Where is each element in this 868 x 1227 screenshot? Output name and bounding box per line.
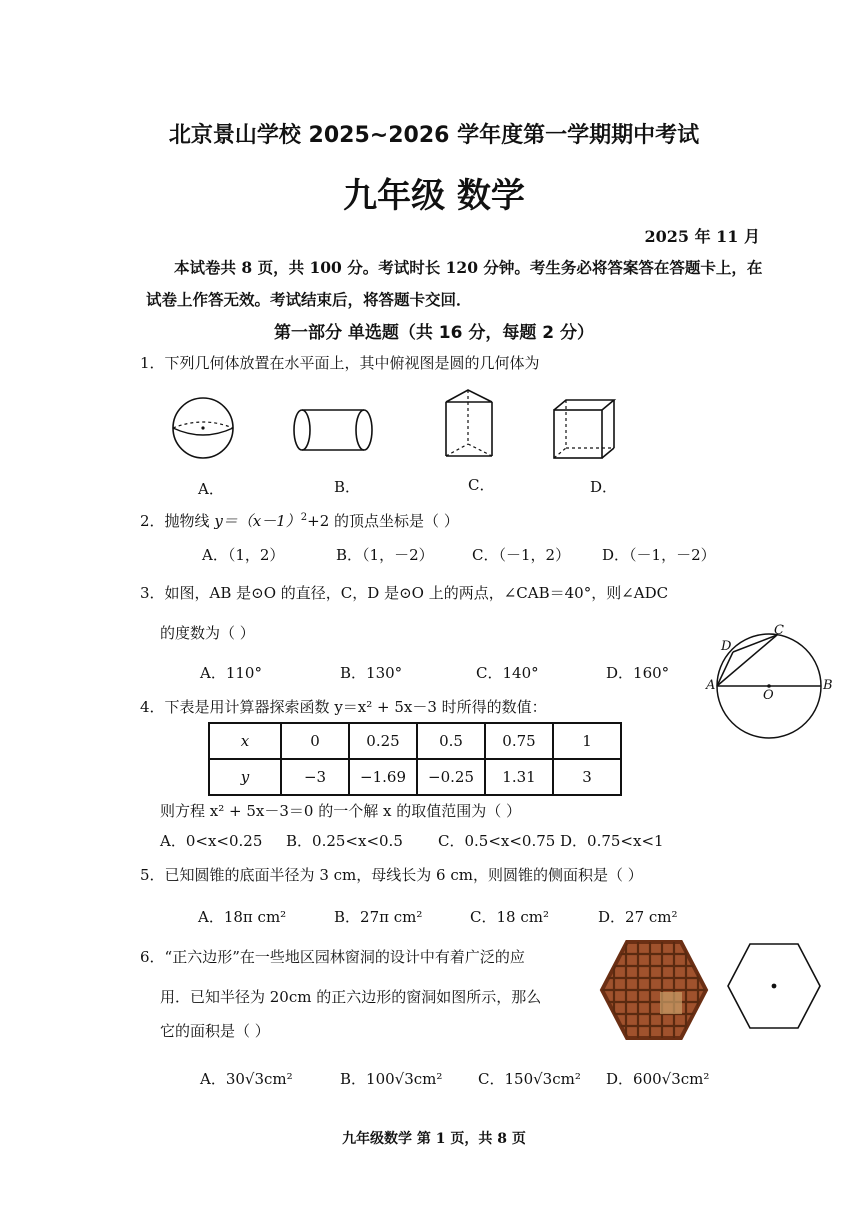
q3-fig-label-o: O (763, 688, 774, 703)
q2-option-d: D．（－1，－2） (602, 546, 716, 564)
q6-option-a: A．30√3cm² (200, 1070, 293, 1088)
q4-option-a: A．0<x<0.25 (160, 832, 263, 850)
triangular-prism-figure (444, 388, 504, 462)
q3-option-a: A．110° (200, 664, 262, 682)
table-cell: y (209, 759, 281, 795)
q4-question: 则方程 x² + 5x－3＝0 的一个解 x 的取值范围为（ ） (160, 802, 521, 820)
table-cell: 0.75 (485, 723, 553, 759)
q4-option-d: D．0.75<x<1 (560, 832, 664, 850)
q3-stem-line2: 的度数为（ ） (160, 624, 255, 642)
table-cell: −1.69 (349, 759, 417, 795)
section-title: 第一部分 单选题（共 16 分，每题 2 分） (273, 323, 595, 343)
table-cell: 0.25 (349, 723, 417, 759)
q4-stem: 4．下表是用计算器探索函数 y＝x² + 5x－3 时所得的数值： (140, 698, 547, 716)
hexagon-figure (726, 942, 822, 1030)
table-cell: −3 (281, 759, 349, 795)
q2-stem-number: 2．抛物线 (140, 512, 215, 530)
q4-value-table (208, 722, 622, 796)
q3-fig-label-c: C (774, 623, 784, 638)
q1-label-b: B． (334, 478, 361, 496)
q5-option-c: C．18 cm² (470, 908, 549, 926)
q5-stem: 5．已知圆锥的底面半径为 3 cm，母线长为 6 cm，则圆锥的侧面积是（ ） (140, 866, 643, 884)
table-cell: 0 (281, 723, 349, 759)
q6-stem-line2: 用．已知半径为 20cm 的正六边形的窗洞如图所示，那么 (160, 988, 542, 1006)
q1-label-d: D． (590, 478, 618, 496)
table-row (209, 759, 621, 795)
q3-option-d: D．160° (606, 664, 670, 682)
table-cell: x (209, 723, 281, 759)
q1-label-a: A． (198, 480, 224, 498)
q3-option-b: B．130° (340, 664, 403, 682)
q3-stem-line1: 3．如图，AB 是⊙O 的直径，C，D 是⊙O 上的两点，∠CAB＝40°，则∠ADC (140, 584, 669, 602)
q5-option-b: B．27π cm² (334, 908, 423, 926)
exam-date: 2025 年 11 月 (644, 227, 760, 246)
q3-fig-label-a: A (706, 678, 716, 693)
q2-stem-rest: +2 的顶点坐标是（ ） (307, 512, 459, 530)
q6-option-b: B．100√3cm² (340, 1070, 443, 1088)
table-cell: 1.31 (485, 759, 553, 795)
q2-option-c: C．（－1，2） (472, 546, 571, 564)
table-cell: −0.25 (417, 759, 485, 795)
q3-fig-label-d: D (721, 639, 732, 654)
sphere-figure (168, 396, 238, 460)
q5-option-d: D．27 cm² (598, 908, 678, 926)
q6-stem-line3: 它的面积是（ ） (160, 1022, 270, 1040)
q6-option-d: D．600√3cm² (606, 1070, 710, 1088)
table-cell: 0.5 (417, 723, 485, 759)
table-row (209, 723, 621, 759)
q5-option-a: A．18π cm² (198, 908, 287, 926)
q3-option-c: C．140° (476, 664, 539, 682)
hexagon-window-photo (600, 940, 708, 1040)
q2-stem-function: y＝（x－1） (214, 512, 301, 530)
cube-figure (552, 398, 616, 460)
subject-title: 九年级 数学 (343, 176, 525, 216)
table-cell: 3 (553, 759, 621, 795)
table-cell: 1 (553, 723, 621, 759)
q6-stem-line1: 6．“正六边形”在一些地区园林窗洞的设计中有着广泛的应 (140, 948, 525, 966)
q2-stem-exponent: 2 (300, 512, 308, 523)
q4-option-c: C．0.5<x<0.75 (438, 832, 556, 850)
q2-option-b: B．（1，－2） (336, 546, 434, 564)
school-title: 北京景山学校 2025~2026 学年度第一学期期中考试 (168, 123, 700, 148)
cylinder-figure (292, 406, 376, 454)
q3-fig-label-b: B (823, 678, 833, 693)
q4-option-b: B．0.25<x<0.5 (286, 832, 403, 850)
q1-label-c: C． (468, 476, 495, 494)
q2-stem (140, 510, 459, 531)
q6-option-c: C．150√3cm² (478, 1070, 581, 1088)
exam-notice: 本试卷共 8 页，共 100 分。考试时长 120 分钟。考生务必将答案答在答题卡上，在试卷上作答无效。考试结束后，将答题卡交回． (146, 258, 763, 309)
q1-stem: 1．下列几何体放置在水平面上，其中俯视图是圆的几何体为 (140, 354, 540, 372)
page-footer: 九年级数学 第 1 页，共 8 页 (342, 1131, 526, 1147)
q2-option-a: A．（1，2） (202, 546, 285, 564)
